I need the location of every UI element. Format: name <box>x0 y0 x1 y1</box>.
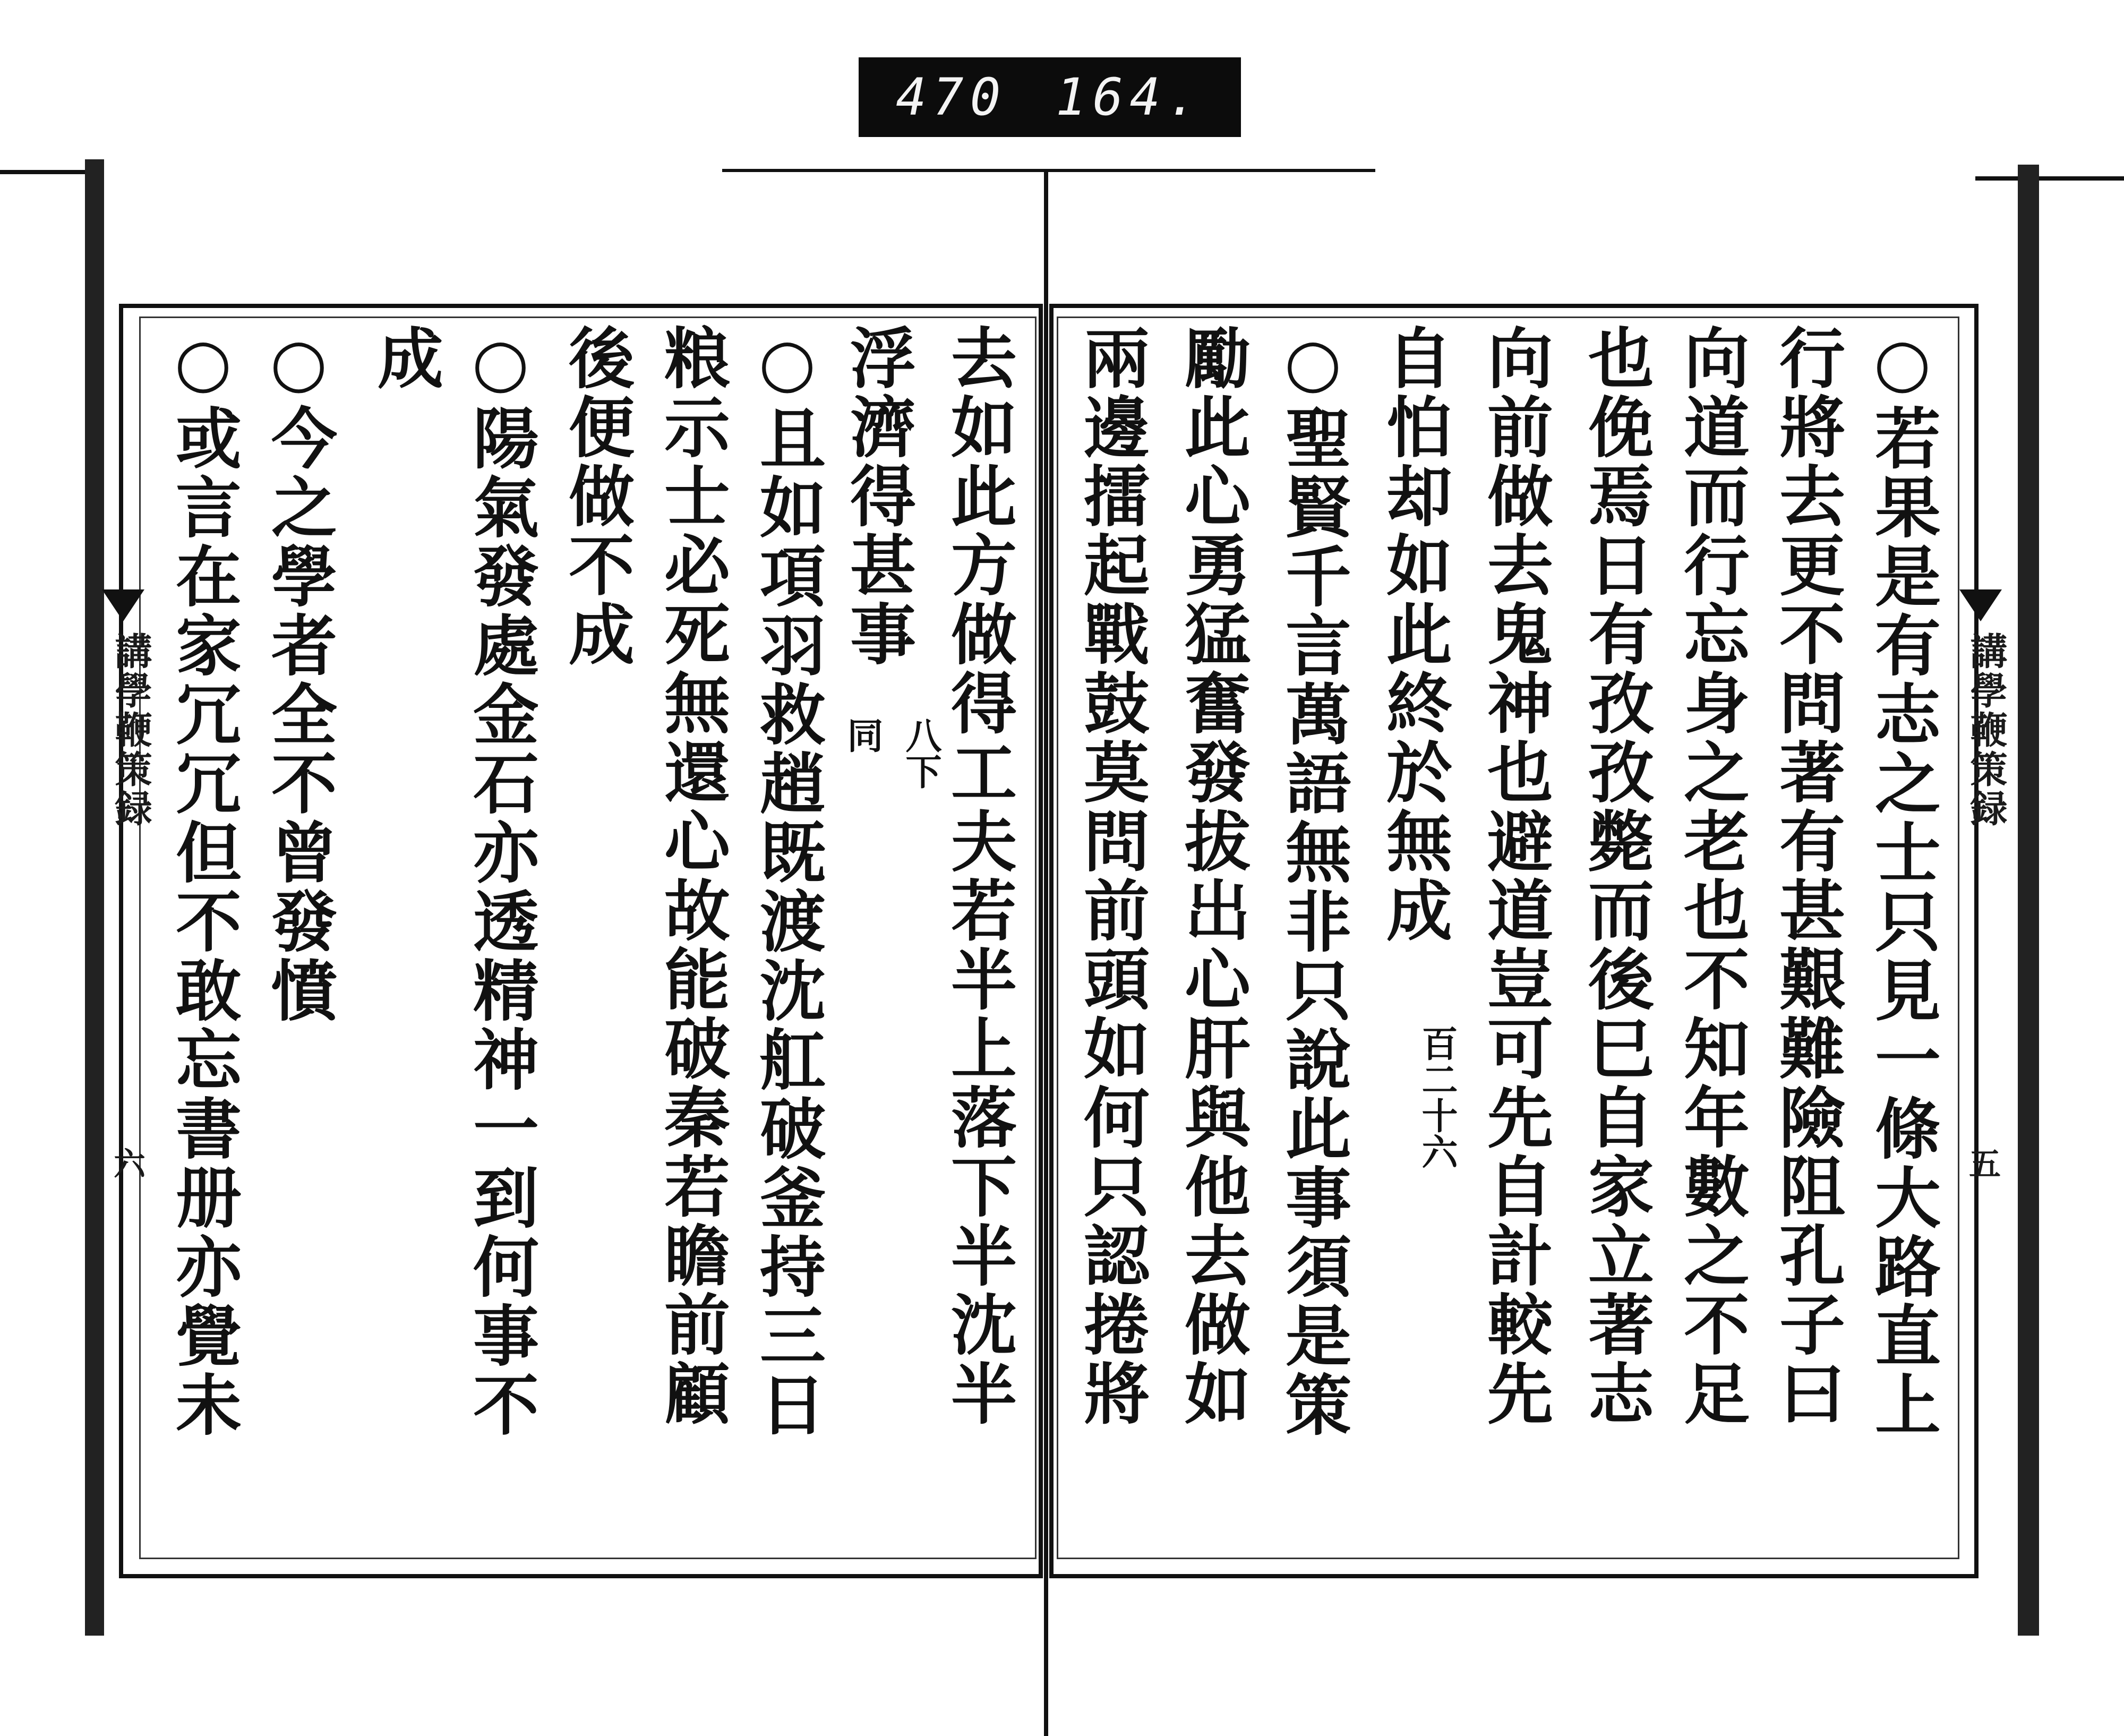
right-column-1: ○若果是有志之士只見一條大路直上 <box>1864 324 1941 1440</box>
spine <box>1044 170 1048 1736</box>
left-column-2: 浮濟得甚事 <box>839 324 916 669</box>
left-column-8: ○今之學者全不曾發憤 <box>260 324 337 1025</box>
right-column-4: 也俛焉日有孜孜斃而後巳自家立著志 <box>1577 324 1654 1429</box>
left-note-page-ref: 八下 <box>900 717 942 789</box>
top-rule-left <box>0 170 96 174</box>
right-column-2: 行將去更不問著有甚艱難險阻孔子曰 <box>1768 324 1845 1429</box>
right-column-7: ○聖賢千言萬語無非只說此事須是策 <box>1274 324 1351 1440</box>
top-rule-right <box>1975 176 2124 181</box>
left-column-4: 粮示士必死無還心故能破秦若瞻前顧 <box>653 324 730 1429</box>
left-margin-title: 講學鞭策録 <box>109 632 153 828</box>
left-book-edge <box>85 159 104 1636</box>
top-rule-spine <box>722 169 1375 172</box>
left-column-5: 後便做不成 <box>558 324 635 669</box>
left-column-9: ○或言在家冗冗但不敢忘書册亦覺未 <box>165 324 242 1440</box>
left-note-same: 同 <box>841 717 884 753</box>
right-folio-number: 五 <box>1964 1147 2001 1179</box>
left-column-7: 成 <box>366 324 443 393</box>
right-column-5: 向前做去鬼神也避道豈可先自計較先 <box>1476 324 1553 1429</box>
left-folio-number: 六 <box>108 1147 145 1179</box>
right-column-9: 兩邊擂起戰鼓莫問前頭如何只認捲將 <box>1073 324 1150 1429</box>
right-margin-title: 講學鞭策録 <box>1964 632 2008 828</box>
left-column-6: ○陽氣發處金石亦透精神一到何事不 <box>462 324 539 1440</box>
catalog-label <box>859 57 1241 137</box>
right-column-8: 勵此心勇猛奮發拔出心肝與他去做如 <box>1174 324 1251 1429</box>
left-fishtail-mark <box>102 589 144 621</box>
catalog-number-right: 164. <box>1055 67 1204 127</box>
right-book-edge <box>2018 165 2039 1636</box>
right-note-page-ref: 百二十六 <box>1416 1025 1458 1169</box>
right-column-6: 自怕却如此終於無成 <box>1375 324 1452 945</box>
catalog-number-left: 470 <box>896 67 1007 127</box>
right-column-3: 向道而行忘身之老也不知年數之不足 <box>1673 324 1750 1429</box>
left-column-3: ○且如項羽救趙既渡沈舡破釜持三日 <box>749 324 826 1440</box>
right-fishtail-mark <box>1959 589 2002 621</box>
left-column-1: 去如此方做得工夫若半上落下半沈半 <box>940 324 1017 1429</box>
